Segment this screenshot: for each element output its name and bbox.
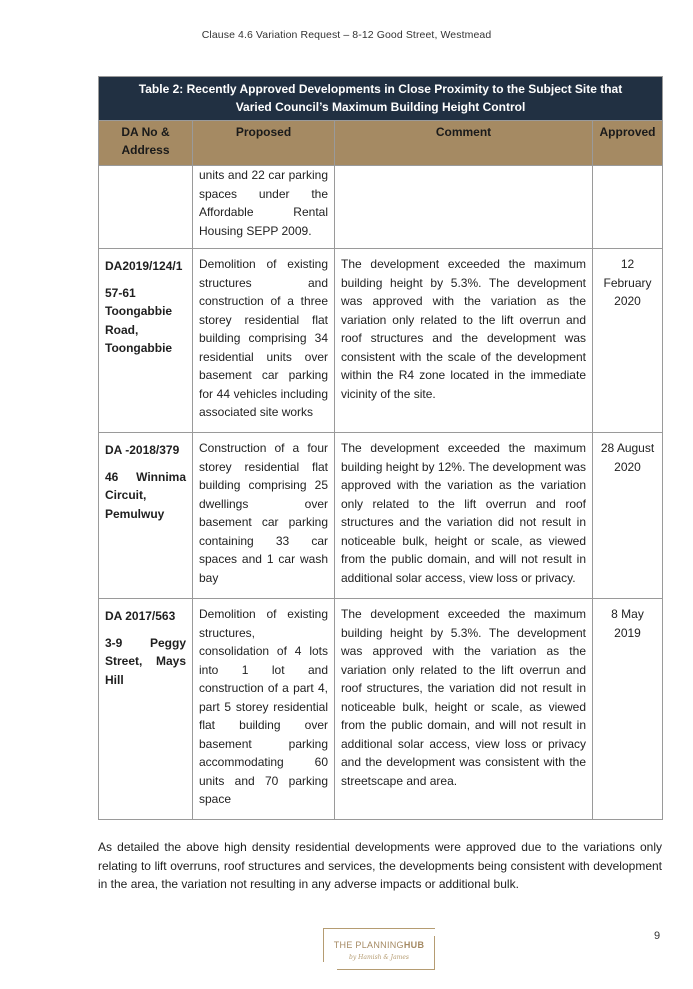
table-title: Table 2: Recently Approved Developments in Close Proximity to the Subject Site that Varied Council’s Maximum Building Height Control <box>99 77 663 121</box>
da-number: DA -2018/379 <box>105 443 180 457</box>
cell-proposed: Demolition of existing structures and construction of a three storey residential flat building comprising 34 residential units over basement car parking for 44 vehicles including associated site works <box>193 249 335 433</box>
logo-text-bold: HUB <box>403 940 425 950</box>
cell-proposed: units and 22 car parking spaces under the Affordable Rental Housing SEPP 2009. <box>193 166 335 249</box>
column-header-proposed: Proposed <box>193 121 335 166</box>
cell-comment: The development exceeded the maximum building height by 5.3%. The development was approved with the variation as the variation only related to the lift overrun and roof structures and the development was consistent with the scale of the development within the R4 zone located in the immediate vicinity of the site. <box>335 249 593 433</box>
running-header: Clause 4.6 Variation Request – 8-12 Good Street, Westmead <box>201 29 492 41</box>
cell-da <box>99 433 193 599</box>
logo-text-light: THE PLANNING <box>333 940 404 950</box>
cell-proposed: Demolition of existing structures, consolidation of 4 lots into 1 lot and construction of a part 4, part 5 storey residential flat building over basement parking accommodating 60 units and 70 parking space <box>193 599 335 820</box>
da-address: 46 Winnima Circuit, Pemulwuy <box>105 469 186 521</box>
cell-approved: 12 February 2020 <box>593 249 663 433</box>
cell-comment: The development exceeded the maximum building height by 12%. The development was approved with the variation as the variation only related to the lift overrun and roof structures and the variation did not result in noticeable bulk, height or scale, as viewed from the public domain, and will not result in additional solar access, view loss or privacy. <box>335 433 593 599</box>
cell-da <box>99 249 193 433</box>
table-header-row <box>99 121 663 166</box>
cell-proposed: Construction of a four storey residential flat building comprising 25 dwellings over basement car parking containing 33 car spaces and 1 car wash bay <box>193 433 335 599</box>
column-header-approved: Approved <box>593 121 663 166</box>
cell-approved-empty <box>593 166 663 249</box>
table-row <box>99 599 663 820</box>
logo-frame-bottom <box>337 969 435 970</box>
approved-developments-table <box>98 76 663 820</box>
cell-da-empty <box>99 166 193 249</box>
table-row <box>99 433 663 599</box>
table-row <box>99 249 663 433</box>
cell-approved: 8 May 2019 <box>593 599 663 820</box>
da-address: 57-61 Toongabbie Road, Toongabbie <box>105 285 173 355</box>
cell-da <box>99 599 193 820</box>
planning-hub-logo <box>323 928 435 970</box>
cell-comment-empty <box>335 166 593 249</box>
column-header-comment: Comment <box>335 121 593 166</box>
logo-wordmark <box>323 940 435 950</box>
logo-frame-top <box>323 928 435 929</box>
table-row-continued <box>99 166 663 249</box>
logo-tagline: by Hamish & James <box>349 954 409 961</box>
da-address: 3-9 Peggy Street, Mays Hill <box>105 635 186 687</box>
column-header-da-no: DA No & Address <box>99 121 193 166</box>
cell-comment: The development exceeded the maximum building height by 5.3%. The development was approved with the variation as the variation only related to the lift overrun and roof structures, the variation did not result in noticeable bulk, height or scale, as viewed from the public domain, and will not result in additional solar access, view loss or privacy and the development was consistent with the streetscape and area. <box>335 599 593 820</box>
page-number: 9 <box>654 930 661 942</box>
da-number: DA2019/124/1 <box>105 259 183 273</box>
cell-approved: 28 August 2020 <box>593 433 663 599</box>
summary-paragraph: As detailed the above high density residential developments were approved due to the variations only relating to lift overruns, roof structures and services, the developments being consistent with development in the area, the variation not resulting in any adverse impacts or additional bulk. <box>98 840 662 891</box>
da-number: DA 2017/563 <box>105 609 176 623</box>
